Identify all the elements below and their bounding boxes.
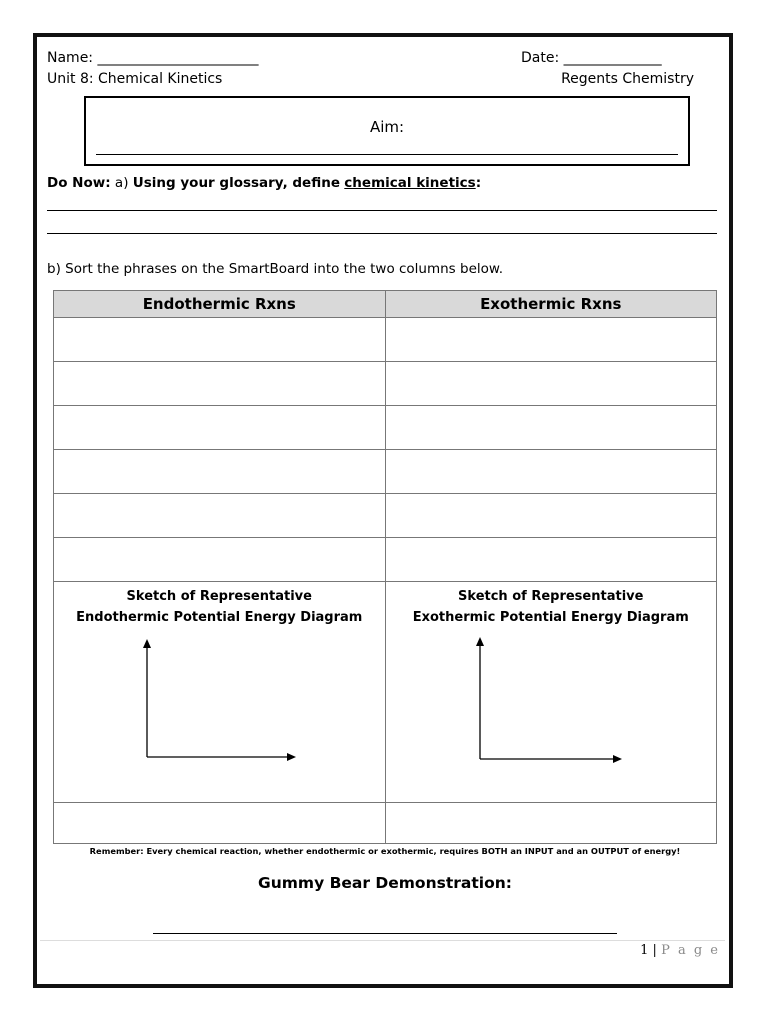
sketch-row xyxy=(54,582,717,803)
gummy-answer-line[interactable] xyxy=(153,933,617,934)
do-now-part-a xyxy=(47,175,481,191)
name-field[interactable] xyxy=(47,50,258,66)
answer-line-1[interactable] xyxy=(47,210,717,211)
table-row xyxy=(54,406,717,450)
exothermic-sketch-title xyxy=(386,582,717,628)
endothermic-cell[interactable] xyxy=(54,318,386,362)
y-axis-arrow xyxy=(476,637,484,646)
endothermic-cell[interactable] xyxy=(54,538,386,582)
endothermic-cell[interactable] xyxy=(54,406,386,450)
aim-label: Aim: xyxy=(369,118,405,136)
name-blank: _______________________ xyxy=(97,50,259,66)
name-label: Name: xyxy=(47,50,94,66)
x-axis-arrow xyxy=(287,753,296,761)
page-word: P a g e xyxy=(661,943,720,958)
y-axis-arrow xyxy=(143,639,151,648)
footer-rule xyxy=(40,940,725,941)
exothermic-sketch-line2: Exothermic Potential Energy Diagram xyxy=(412,610,689,625)
aim-box xyxy=(84,96,690,166)
table-row xyxy=(54,450,717,494)
table-header-row xyxy=(54,291,717,318)
answer-line-2[interactable] xyxy=(47,233,717,234)
endothermic-cell[interactable] xyxy=(54,494,386,538)
table-row xyxy=(54,803,717,844)
table-row xyxy=(54,318,717,362)
remember-note: Remember: Every chemical reaction, whether endothermic or exothermic, requires BOTH an INPUT and an OUTPUT of energy! xyxy=(89,846,681,856)
endothermic-sketch-line1: Sketch of Representative xyxy=(126,589,312,604)
exothermic-header: Exothermic Rxns xyxy=(385,291,717,318)
exothermic-cell[interactable] xyxy=(385,362,717,406)
endothermic-sketch-line2: Endothermic Potential Energy Diagram xyxy=(76,610,363,625)
page-separator: | xyxy=(652,943,657,958)
exothermic-axes xyxy=(472,635,632,765)
unit-title: Unit 8: Chemical Kinetics xyxy=(47,71,223,87)
date-blank: ______________ xyxy=(563,50,662,66)
exothermic-cell[interactable] xyxy=(385,494,717,538)
course-title: Regents Chemistry xyxy=(561,71,694,87)
endothermic-cell[interactable] xyxy=(54,362,386,406)
page-number: 1 xyxy=(640,943,649,958)
table-row xyxy=(54,362,717,406)
do-now-label: Do Now: xyxy=(47,175,111,191)
part-a-term: chemical kinetics xyxy=(344,175,476,191)
endothermic-header: Endothermic Rxns xyxy=(54,291,386,318)
exothermic-cell[interactable] xyxy=(385,538,717,582)
endothermic-sketch-title xyxy=(54,582,385,628)
exothermic-cell[interactable] xyxy=(385,318,717,362)
part-a-suffix: : xyxy=(475,175,482,191)
part-a-text: Using your glossary, define xyxy=(132,175,340,191)
exothermic-sketch-line1: Sketch of Representative xyxy=(458,589,644,604)
table-row xyxy=(54,494,717,538)
gummy-bear-title: Gummy Bear Demonstration: xyxy=(258,874,512,892)
date-field[interactable] xyxy=(521,50,662,66)
exothermic-cell[interactable] xyxy=(385,406,717,450)
exothermic-cell[interactable] xyxy=(385,450,717,494)
endothermic-sketch-cell[interactable] xyxy=(54,582,386,803)
exothermic-cell[interactable] xyxy=(385,803,717,844)
page-footer xyxy=(640,943,720,958)
endothermic-cell[interactable] xyxy=(54,803,386,844)
x-axis-arrow xyxy=(613,755,622,763)
date-label: Date: xyxy=(521,50,560,66)
endothermic-cell[interactable] xyxy=(54,450,386,494)
exothermic-sketch-cell[interactable] xyxy=(385,582,717,803)
do-now-part-b: b) Sort the phrases on the SmartBoard into the two columns below. xyxy=(47,261,503,277)
aim-answer-line[interactable] xyxy=(96,154,678,155)
table-row xyxy=(54,538,717,582)
sort-table xyxy=(53,290,717,844)
endothermic-axes xyxy=(139,637,299,767)
part-a-prefix: a) xyxy=(114,175,129,191)
